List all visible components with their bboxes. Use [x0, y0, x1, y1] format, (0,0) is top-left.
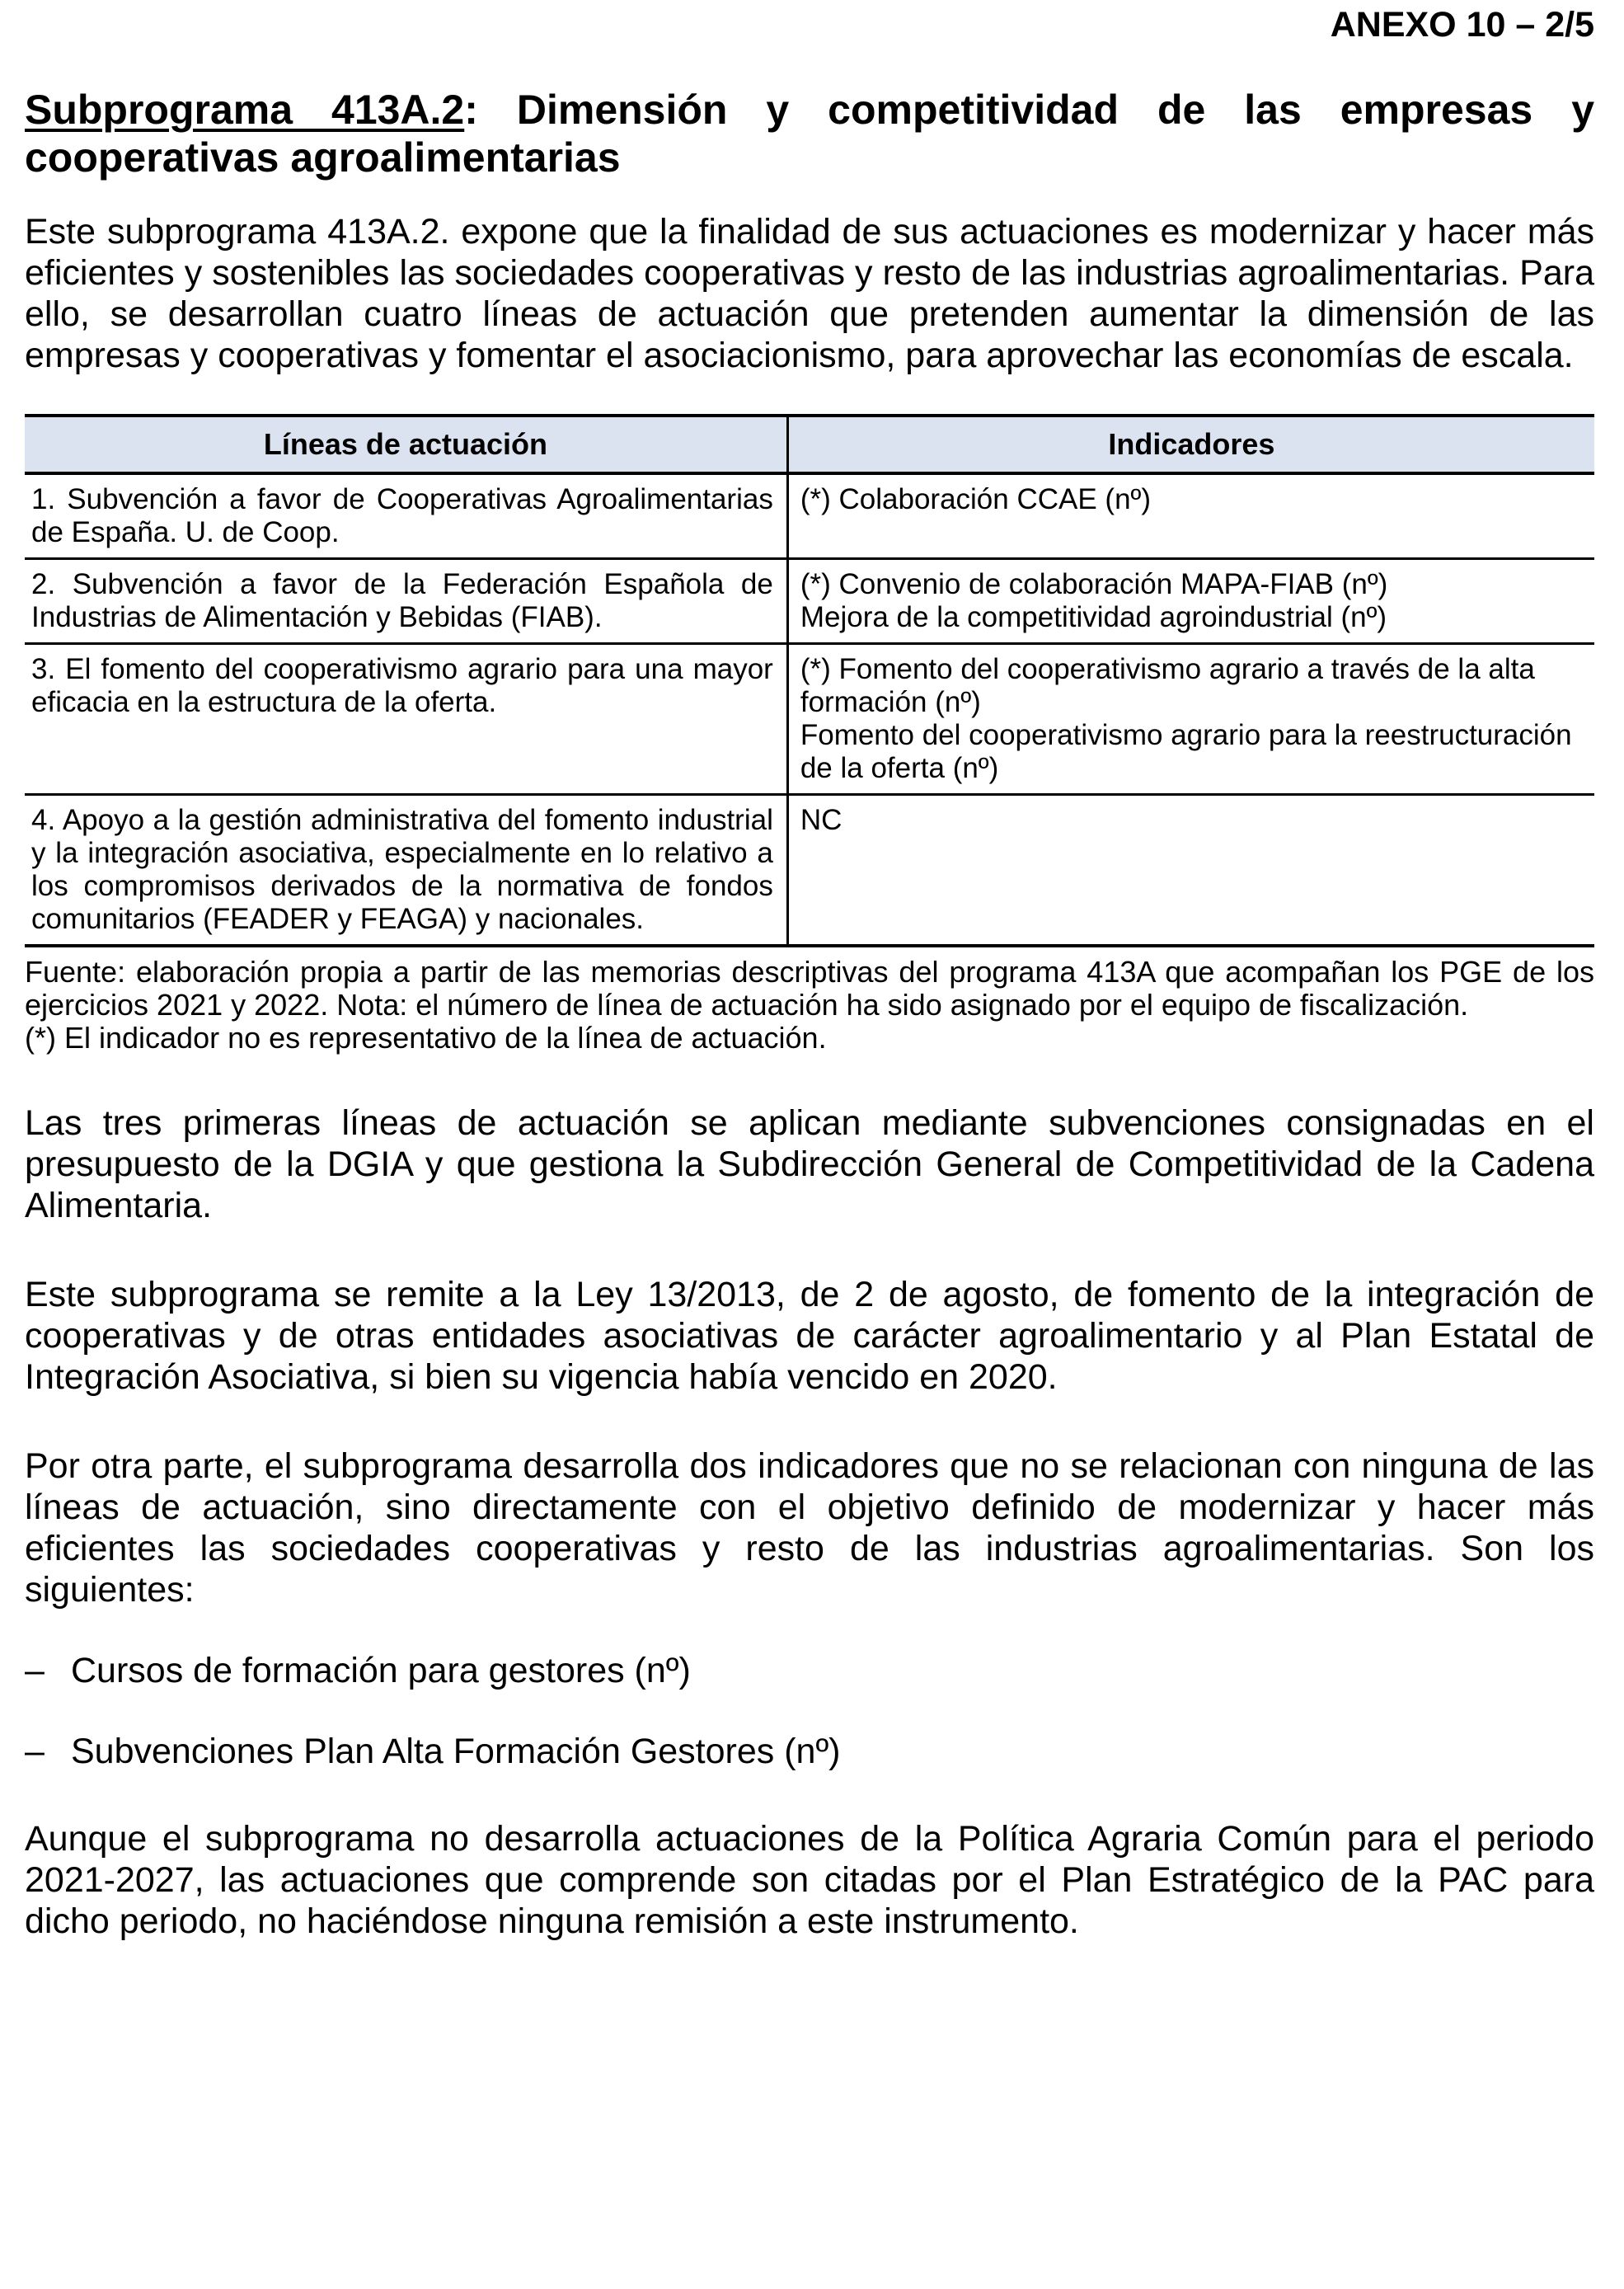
table-row [25, 559, 1594, 644]
list-item [25, 1731, 1594, 1772]
page-annex-header: ANEXO 10 – 2/5 [1330, 5, 1594, 45]
paragraph-indicadores: Por otra parte, el subprograma desarrolla dos indicadores que no se relacionan con ninguna de las líneas de actuación, sino directamente con el objetivo definido de modernizar y hacer más eficientes las sociedades cooperativas y resto de las industrias agroalimentarias. Son los siguientes: [25, 1446, 1594, 1610]
indicator-line: NC [800, 804, 843, 836]
list-item [25, 1650, 1594, 1691]
table-asterisk-note: (*) El indicador no es representativo de la línea de actuación. [25, 1021, 827, 1055]
lineas-indicadores-table [25, 414, 1594, 947]
table-row [25, 644, 1594, 795]
title-rest: : Dimensión y competitividad de las empresas y cooperativas agroalimentarias [25, 87, 1594, 181]
linea-cell: 2. Subvención a favor de la Federación Española de Industrias de Alimentación y Bebidas (FIAB). [25, 559, 787, 644]
table-row [25, 795, 1594, 947]
linea-cell: 1. Subvención a favor de Cooperativas Agroalimentarias de España. U. de Coop. [25, 473, 787, 559]
page-title [25, 86, 1594, 181]
title-subprogram-code: Subprograma 413A.2 [25, 87, 465, 133]
paragraph-pac: Aunque el subprograma no desarrolla actuaciones de la Política Agraria Común para el periodo 2021-2027, las actuaciones que comprende son citadas por el Plan Estratégico de la PAC para dicho periodo, no haciéndose ninguna remisión a este instrumento. [25, 1819, 1594, 1941]
column-header-indicadores: Indicadores [787, 416, 1594, 473]
table-row [25, 473, 1594, 559]
intro-paragraph: Este subprograma 413A.2. expone que la finalidad de sus actuaciones es modernizar y hacer más eficientes y sostenibles las sociedades cooperativas y resto de las industrias agroalimentarias. Para ello, se desarrollan cuatro líneas de actuación que pretenden aumentar la dimensión de las empresas y cooperativas y fomentar el asociacionismo, para aprovechar las economías de escala. [25, 212, 1594, 375]
indicadores-cell [787, 559, 1594, 644]
indicadores-cell [787, 644, 1594, 795]
dash-bullet: – [25, 1651, 45, 1690]
indicadores-cell [787, 795, 1594, 947]
linea-cell: 4. Apoyo a la gestión administrativa del fomento industrial y la integración asociativa, especialmente en lo relativo a los compromisos derivados de la normativa de fondos comunitarios (FEADER y FEAGA) y nacionales. [25, 795, 787, 947]
table-source-note: Fuente: elaboración propia a partir de las memorias descriptivas del programa 413A que acompañan los PGE de los ejercicios 2021 y 2022. Nota: el número de línea de actuación ha sido asignado por el equipo de fiscalización. [25, 955, 1594, 1022]
list-item-label: Cursos de formación para gestores (nº) [71, 1651, 691, 1690]
linea-cell: 3. El fomento del cooperativismo agrario para una mayor eficacia en la estructura de la oferta. [25, 644, 787, 795]
indicadores-cell [787, 473, 1594, 559]
paragraph-subvenciones: Las tres primeras líneas de actuación se aplican mediante subvenciones consignadas en el presupuesto de la DGIA y que gestiona la Subdirección General de Competitividad de la Cadena Alimentaria. [25, 1103, 1594, 1225]
dash-bullet: – [25, 1732, 45, 1771]
indicator-line: Fomento del cooperativismo agrario para la reestructuración de la oferta (nº) [800, 719, 1572, 784]
table-header-row [25, 416, 1594, 473]
indicator-line: (*) Fomento del cooperativismo agrario a través de la alta formación (nº) [800, 653, 1535, 718]
column-header-lineas: Líneas de actuación [25, 416, 787, 473]
indicator-line: (*) Convenio de colaboración MAPA-FIAB (nº) [800, 568, 1388, 600]
indicator-line: Mejora de la competitividad agroindustrial (nº) [800, 601, 1387, 633]
indicator-list [25, 1650, 1594, 1772]
list-item-label: Subvenciones Plan Alta Formación Gestores (nº) [71, 1732, 841, 1771]
paragraph-ley: Este subprograma se remite a la Ley 13/2013, de 2 de agosto, de fomento de la integración de cooperativas y de otras entidades asociativas de carácter agroalimentario y al Plan Estatal de Integración Asociativa, si bien su vigencia había vencido en 2020. [25, 1275, 1594, 1397]
indicator-line: (*) Colaboración CCAE (nº) [800, 483, 1151, 515]
